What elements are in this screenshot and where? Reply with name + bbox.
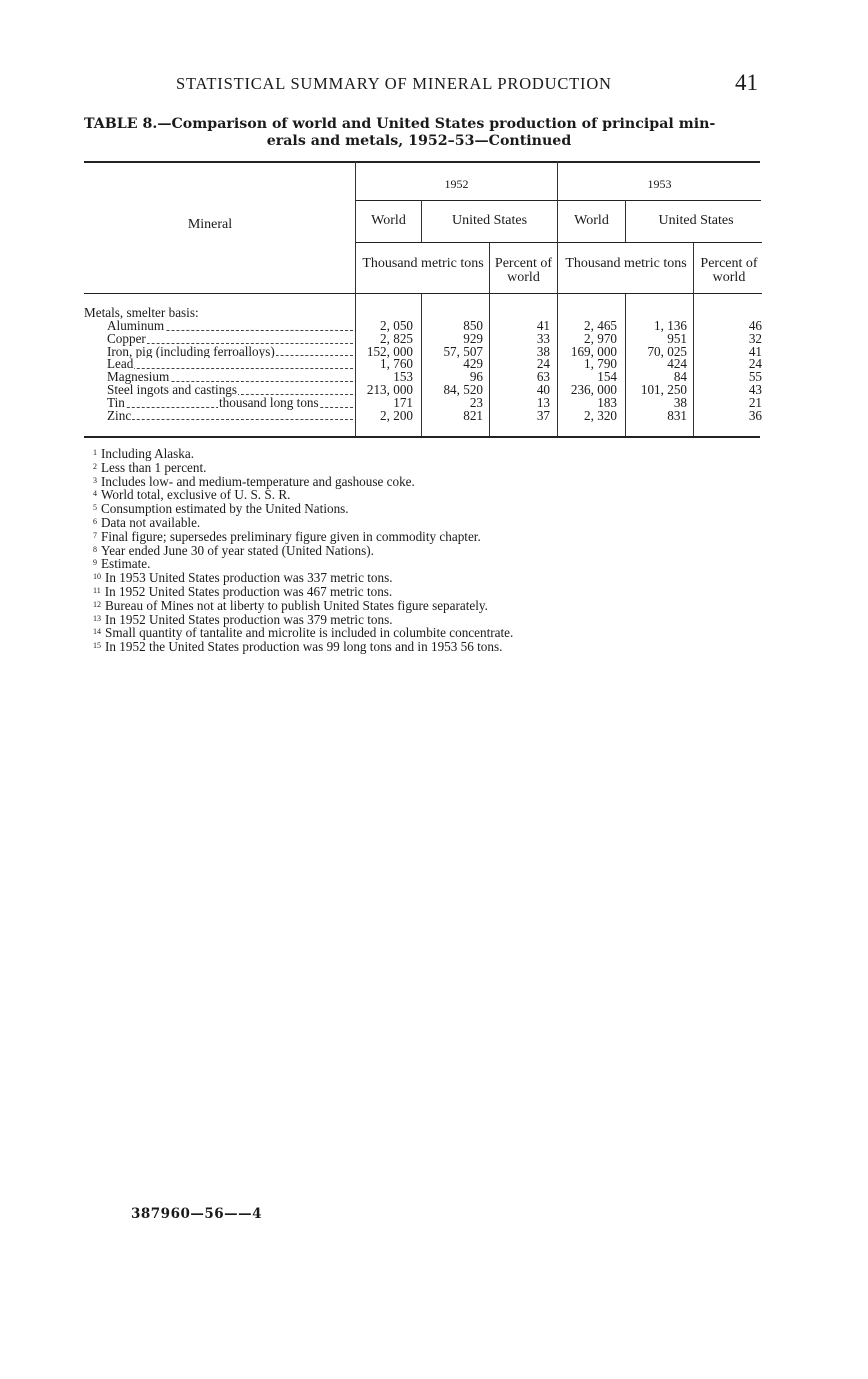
- cell-w1952: 213, 000: [366, 382, 413, 397]
- footnote-text: Consumption estimated by the United Nations.: [101, 501, 349, 517]
- running-head: [0, 70, 868, 98]
- footnote: [93, 626, 733, 640]
- table-top-rule: [84, 161, 760, 163]
- table-caption-line-2: erals and metals, 1952–53—Continued: [266, 133, 572, 149]
- footnote: [93, 516, 733, 530]
- cell-w1953: 183: [597, 394, 617, 410]
- cell-w1953: 154: [597, 369, 617, 385]
- footnote: [93, 488, 733, 502]
- footnote-number: 2: [93, 461, 97, 471]
- cell-w1953: 2, 970: [584, 330, 617, 346]
- footnote-text: Small quantity of tantalite and microlite is included in columbite concentrate.: [105, 625, 514, 641]
- footnote-number: 8: [93, 544, 97, 554]
- mineral-label: Magnesium: [107, 371, 170, 384]
- cell-us1952: 23: [469, 394, 483, 410]
- section-label: Metals, smelter basis:: [84, 305, 199, 320]
- footnote-text: Year ended June 30 of year stated (United Nations).: [101, 542, 374, 558]
- footnote-number: 15: [93, 641, 101, 651]
- year-header-1953: 1953: [647, 177, 672, 191]
- table-caption: [84, 116, 764, 150]
- footnote: [93, 461, 733, 475]
- dot-leader: [107, 419, 353, 420]
- col-header-tmt-1953: Thousand metric tons: [565, 256, 687, 271]
- subhead-rule-1953: [558, 242, 762, 243]
- cell-us1953: 84: [673, 369, 687, 385]
- table-row: [84, 394, 764, 410]
- footnote: [93, 571, 733, 585]
- mineral-label: Iron, pig (including ferroalloys): [107, 345, 275, 359]
- cell-w1953: 169, 000: [570, 343, 617, 359]
- footnote-text: In 1953 United States production was 337 metric tons.: [105, 570, 393, 586]
- cell-pct1953: 55: [748, 369, 762, 385]
- footnote-text: Less than 1 percent.: [101, 459, 207, 475]
- footnote-text: Final figure; supersedes preliminary figure given in commodity chapter.: [101, 528, 481, 544]
- footnote: [93, 585, 733, 599]
- cell-us1953: 38: [673, 394, 687, 410]
- cell-pct1952: 24: [536, 356, 550, 372]
- footnote-number: 3: [93, 475, 97, 485]
- year-rule-1953: [558, 200, 761, 201]
- cell-us1953: 424: [667, 356, 687, 372]
- table-bottom-rule: [84, 436, 760, 438]
- mineral-name: [107, 346, 353, 359]
- footnote-number: 5: [93, 503, 97, 513]
- mineral-name: [107, 384, 353, 397]
- footnote-text: Includes low- and medium-temperature and gashouse coke.: [101, 473, 415, 489]
- footnote-text: In 1952 United States production was 467 metric tons.: [104, 583, 393, 599]
- table-caption-line-1: TABLE 8.—Comparison of world and United States production of principal min-: [84, 116, 716, 132]
- printer-code: 387960—56——4: [131, 1206, 263, 1222]
- footnote-number: 4: [93, 489, 97, 499]
- footnote: [93, 613, 733, 627]
- footnote: [93, 530, 733, 544]
- unit-label: thousand long tons: [219, 396, 319, 410]
- footnotes: [93, 447, 733, 654]
- cell-w1953: 1, 790: [584, 356, 617, 372]
- col-header-us-1953: United States: [658, 213, 734, 228]
- footnote-number: 7: [93, 530, 97, 540]
- cell-us1952: 429: [463, 356, 483, 372]
- mineral-label: Aluminum: [107, 320, 165, 333]
- cell-w1952: 2, 825: [380, 330, 413, 346]
- mineral-name: [107, 320, 353, 333]
- cell-w1952: 2, 200: [380, 407, 413, 423]
- header-bottom-rule: [84, 293, 762, 294]
- cell-pct1952: 33: [536, 330, 550, 346]
- table-row: [84, 343, 764, 359]
- cell-w1953: 2, 465: [584, 318, 617, 333]
- footnote-text: World total, exclusive of U. S. S. R.: [101, 487, 291, 503]
- year-rule-1952: [356, 200, 557, 201]
- cell-us1952: 929: [463, 330, 483, 346]
- cell-us1953: 101, 250: [640, 382, 687, 397]
- page-number: 41: [735, 70, 758, 95]
- table-row: [84, 407, 764, 423]
- footnote-number: 1: [93, 448, 97, 457]
- mineral-name: [107, 333, 353, 346]
- cell-us1953: 831: [667, 407, 687, 423]
- cell-us1952: 821: [463, 407, 483, 423]
- cell-w1952: 152, 000: [366, 343, 413, 359]
- col-header-mineral: Mineral: [187, 217, 233, 232]
- footnote-text: Estimate.: [101, 556, 151, 572]
- cell-us1953: 1, 136: [654, 318, 687, 333]
- footnote-number: 11: [93, 585, 101, 595]
- col-header-world-1953: World: [574, 213, 609, 228]
- footnote-number: 9: [93, 558, 97, 568]
- footnote: [93, 544, 733, 558]
- footnote: [93, 475, 733, 489]
- cell-pct1953: 41: [748, 343, 762, 359]
- cell-us1953: 951: [667, 330, 687, 346]
- cell-pct1953: 21: [748, 394, 762, 410]
- cell-us1952: 57, 507: [443, 343, 483, 359]
- mineral-name: [107, 358, 353, 371]
- footnote-number: 13: [93, 613, 101, 623]
- footnote-number: 12: [93, 599, 101, 609]
- cell-pct1952: 38: [536, 343, 550, 359]
- mineral-label: Steel ingots and castings: [107, 384, 238, 397]
- col-header-tmt-1952: Thousand metric tons: [362, 256, 484, 271]
- table-row: [84, 384, 764, 397]
- cell-us1952: 96: [469, 369, 483, 385]
- col-header-world-1952: World: [371, 213, 406, 228]
- mineral-name: [107, 410, 353, 423]
- table-row: [84, 320, 764, 333]
- cell-us1952: 850: [463, 318, 483, 333]
- cell-w1952: 171: [393, 394, 413, 410]
- cell-pct1952: 37: [536, 407, 550, 423]
- mineral-label: Copper: [107, 332, 146, 346]
- dot-leader: [107, 368, 353, 369]
- cell-w1952: 2, 050: [380, 318, 413, 333]
- footnote-text: Including Alaska.: [101, 446, 195, 461]
- footnote: [93, 447, 733, 461]
- footnote: [93, 640, 733, 654]
- footnote-number: 14: [93, 627, 101, 637]
- cell-pct1952: 40: [536, 382, 550, 397]
- footnote: [93, 599, 733, 613]
- year-header-1952: 1952: [444, 177, 469, 191]
- cell-pct1953: 32: [748, 330, 762, 346]
- cell-pct1952: 41: [536, 318, 550, 333]
- footnote: [93, 502, 733, 516]
- footnote-number: 10: [93, 572, 101, 582]
- mineral-label: Zinc: [107, 409, 132, 423]
- col-header-us-1952: United States: [451, 213, 528, 228]
- col-header-pct-1953: Percent of world: [700, 256, 758, 285]
- footnote-text: In 1952 United States production was 379 metric tons.: [105, 611, 393, 627]
- running-title: STATISTICAL SUMMARY OF MINERAL PRODUCTION: [176, 74, 612, 93]
- cell-pct1952: 13: [536, 394, 550, 410]
- footnote-text: Bureau of Mines not at liberty to publish United States figure separately.: [105, 597, 488, 613]
- cell-w1953: 236, 000: [570, 382, 617, 397]
- cell-pct1953: 46: [748, 318, 762, 333]
- subhead-rule-1952: [356, 242, 557, 243]
- mineral-name: [107, 371, 353, 384]
- mineral-name: [107, 397, 353, 410]
- cell-w1952: 1, 760: [380, 356, 413, 372]
- mineral-label: Tin: [107, 396, 125, 410]
- footnote-text: Data not available.: [101, 514, 201, 530]
- cell-w1952: 153: [393, 369, 413, 385]
- cell-pct1952: 63: [536, 369, 550, 385]
- footnote-number: 6: [93, 516, 97, 526]
- footnote-text: In 1952 the United States production was 99 long tons and in 1953 56 tons.: [105, 639, 503, 655]
- cell-us1953: 70, 025: [647, 343, 687, 359]
- mineral-label: Lead: [107, 358, 134, 372]
- cell-pct1953: 43: [748, 382, 762, 397]
- col-header-pct-1952: Percent of world: [494, 256, 553, 285]
- cell-pct1953: 36: [748, 407, 762, 423]
- cell-us1952: 84, 520: [443, 382, 483, 397]
- footnote: [93, 557, 733, 571]
- cell-w1953: 2, 320: [584, 407, 617, 423]
- table-row: [84, 358, 764, 371]
- cell-pct1953: 24: [748, 356, 762, 372]
